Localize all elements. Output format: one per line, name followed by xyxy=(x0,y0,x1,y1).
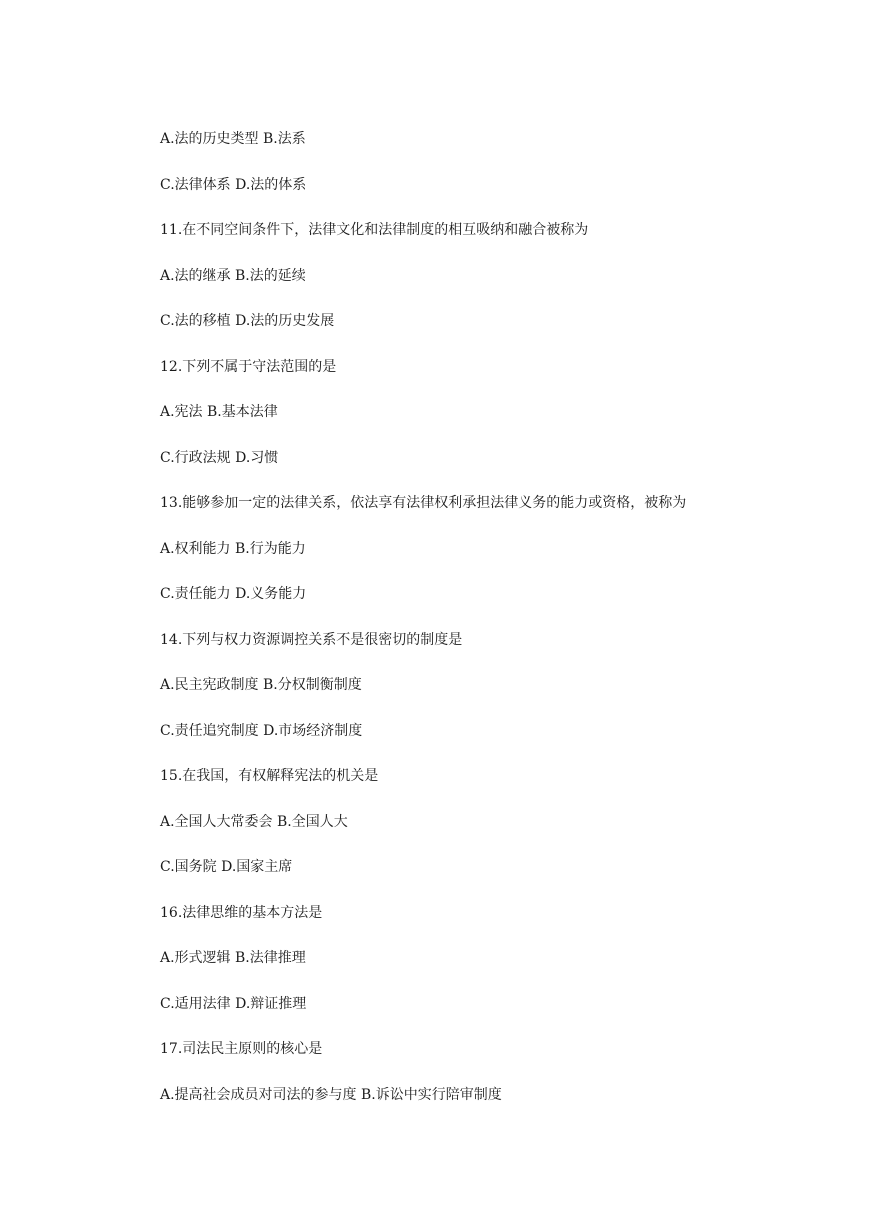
question-line: 13.能够参加一定的法律关系，依法享有法律权利承担法律义务的能力或资格，被称为 xyxy=(160,495,687,511)
option-line: C.行政法规 D.习惯 xyxy=(160,449,279,466)
question-line: 11.在不同空间条件下，法律文化和法律制度的相互吸纳和融合被称为 xyxy=(160,222,589,238)
option-line: A.权利能力 B.行为能力 xyxy=(160,540,306,557)
option-line: A.民主宪政制度 B.分权制衡制度 xyxy=(160,677,362,693)
question-line: 16.法律思维的基本方法是 xyxy=(160,904,323,921)
option-line: C.国务院 D.国家主席 xyxy=(160,859,293,875)
option-line: A.法的继承 B.法的延续 xyxy=(160,267,306,284)
option-line: A.提高社会成员对司法的参与度 B.诉讼中实行陪审制度 xyxy=(160,1086,502,1103)
option-line: A.全国人大常委会 B.全国人大 xyxy=(160,813,348,830)
option-line: C.法律体系 D.法的体系 xyxy=(160,176,307,193)
question-line: 17.司法民主原则的核心是 xyxy=(160,1041,323,1057)
document-page xyxy=(160,127,840,1128)
question-line: 14.下列与权力资源调控关系不是很密切的制度是 xyxy=(160,631,463,648)
option-line: C.责任追究制度 D.市场经济制度 xyxy=(160,722,363,739)
option-line: C.责任能力 D.义务能力 xyxy=(160,586,307,602)
option-line: A.法的历史类型 B.法系 xyxy=(160,131,306,147)
option-line: A.宪法 B.基本法律 xyxy=(160,404,278,420)
option-line: C.适用法律 D.辩证推理 xyxy=(160,995,307,1012)
question-line: 12.下列不属于守法范围的是 xyxy=(160,358,337,375)
option-line: C.法的移植 D.法的历史发展 xyxy=(160,313,335,329)
option-line: A.形式逻辑 B.法律推理 xyxy=(160,950,306,966)
question-line: 15.在我国，有权解释宪法的机关是 xyxy=(160,768,379,784)
